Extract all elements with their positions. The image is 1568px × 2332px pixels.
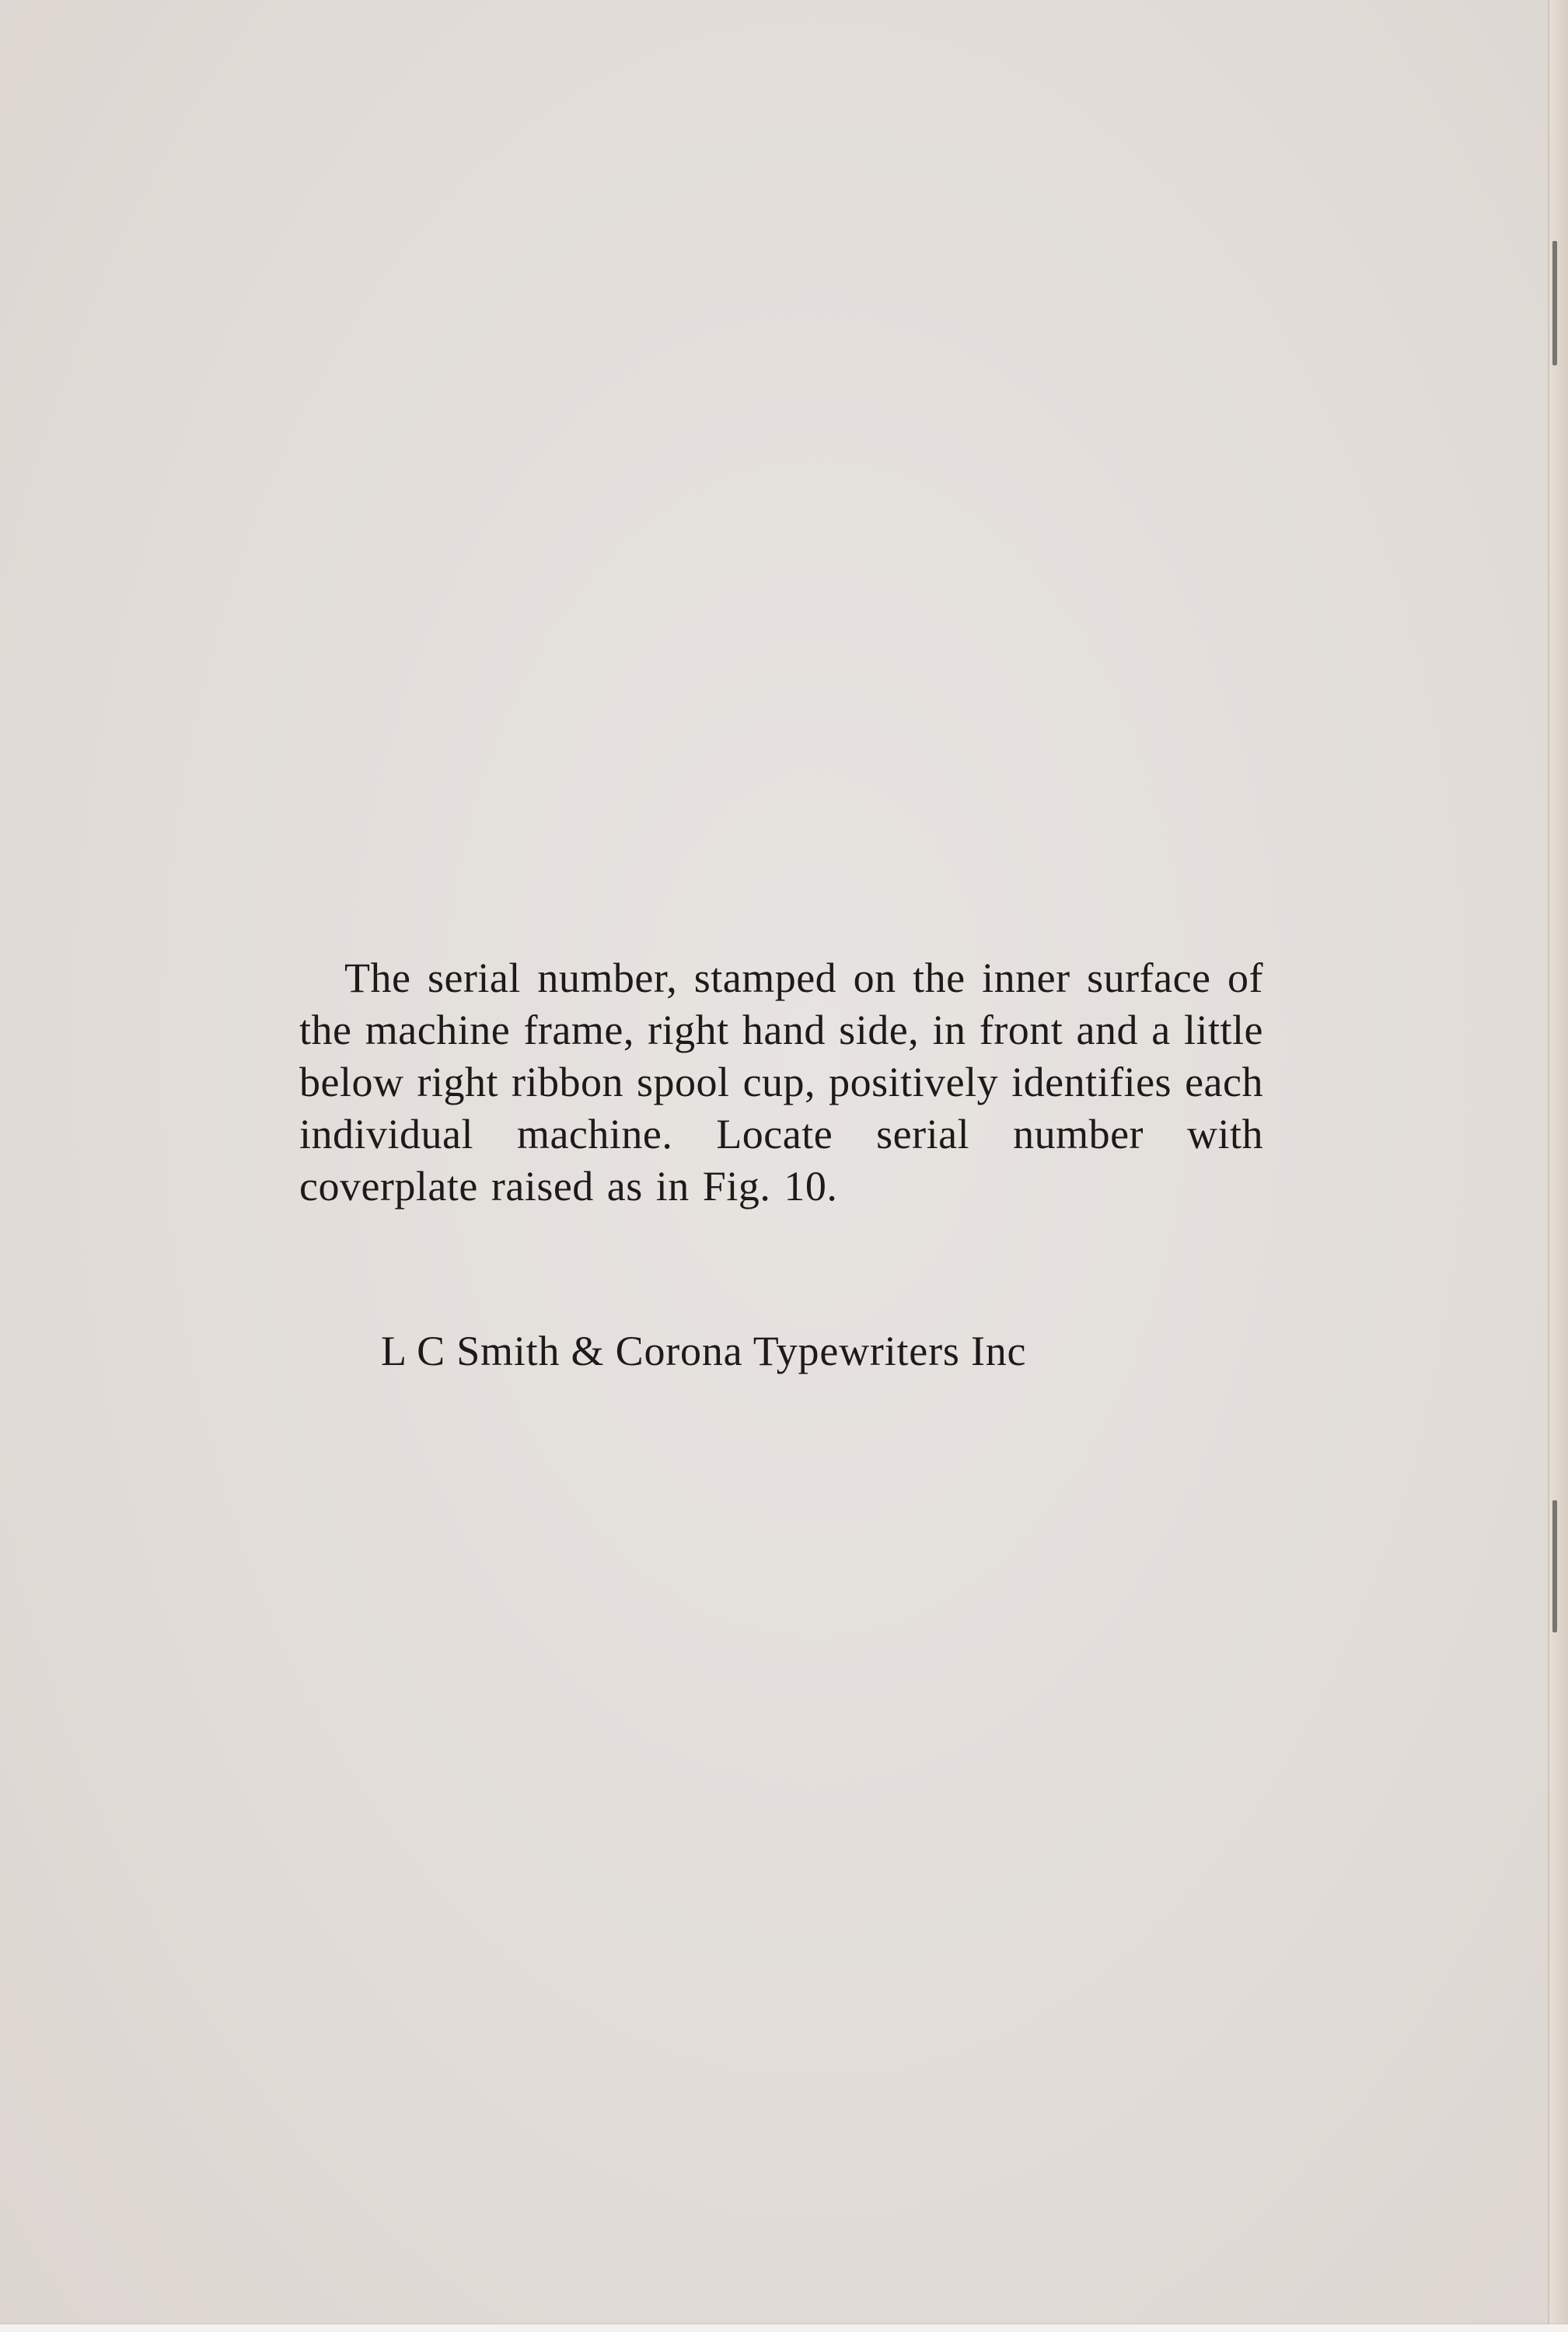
staple-bottom (1552, 1500, 1557, 1632)
page-edge (1548, 0, 1568, 2332)
staple-top (1552, 241, 1557, 365)
company-name: L C Smith & Corona Typewriters Inc (381, 1328, 1027, 1374)
serial-number-paragraph: The serial number, stamped on the inner surface of the machine frame, right hand side, in front and a little below right ribbon spool cup, positively identifies each individual machine. Locate serial number with coverplate raised as in Fig. 10. (299, 955, 1263, 1210)
body-text-block (299, 952, 1263, 1213)
page-bottom-edge (0, 2323, 1568, 2332)
